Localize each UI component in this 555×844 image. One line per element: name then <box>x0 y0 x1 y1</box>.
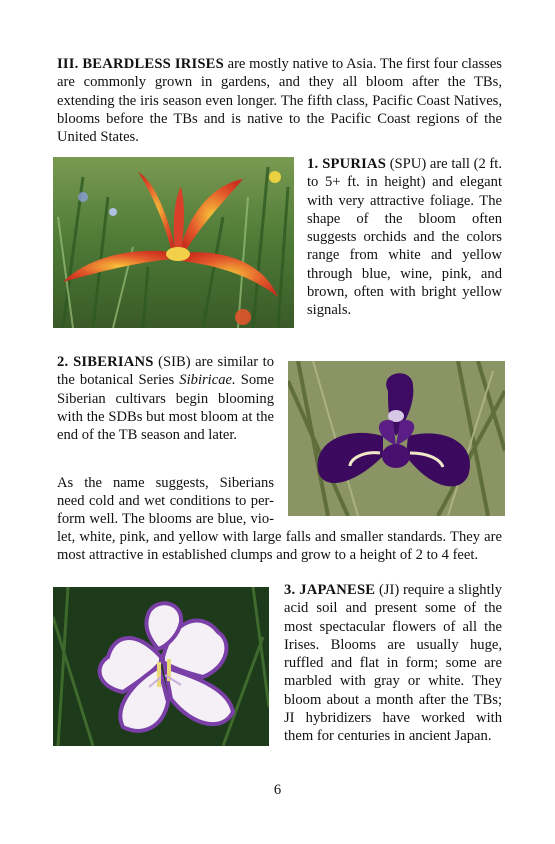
spurias-text: (SPU) are tall (2 ft. to 5+ ft. in height) and elegant with very attractive foliage. The shape of the bloom often suggests orchids and the colors range from white and yellow through blue, wine, pink, and brown, often with bright yellow signals. <box>307 156 502 319</box>
japanese-text: (JI) require a slightly acid soil and present some of the most spectacular flowers of all the Irises. Blooms are usually huge, ruffled and flat in form; some are marbled with gray or white. They bloom about a month after the TBs; JI hybridizers have worked with them for centuries in ancient Japan. <box>284 582 502 745</box>
intro-text: are mostly native to Asia. The first four classes are commonly grown in gardens, and they all bloom after the TBs, extending the iris season even longer. The fifth class, Pacific Coast Natives, blooms before the TBs and is native to the Pacific Coast regions of the United States. <box>57 56 502 146</box>
japanese-paragraph <box>284 581 502 746</box>
siberians-para2-line2: need cold and wet conditions to per- <box>57 493 274 509</box>
siberians-series-name: Sibiricae. <box>179 372 236 389</box>
spurias-heading: 1. SPURIAS <box>307 156 387 172</box>
siberians-heading: 2. SIBERIANS <box>57 354 154 370</box>
spurias-paragraph <box>307 155 502 320</box>
page-number: 6 <box>273 782 282 798</box>
intro-paragraph <box>57 55 502 146</box>
spuria-iris-photo <box>53 157 294 328</box>
siberians-para2-line3: form well. The blooms are blue, vio- <box>57 511 274 527</box>
siberians-text-after: Some Siberian cultivars begin blooming with the SDBs but most bloom at the end of the TB season and later. <box>57 372 274 444</box>
siberian-iris-photo <box>288 361 505 516</box>
siberians-paragraph <box>57 353 274 444</box>
japanese-heading: 3. JAPANESE <box>284 582 376 598</box>
intro-heading: III. BEARDLESS IRISES <box>57 56 224 72</box>
siberians-para2-rest: let, white, pink, and yellow with large falls and smaller standards. They are most attractive in established clumps and grow to a height of 2 to 4 feet. <box>57 529 502 564</box>
siberians-text-before: (SIB) are similar to the botanical Series <box>57 354 274 389</box>
siberians-para2-line1: As the name suggests, Siberians <box>57 475 274 491</box>
japanese-iris-photo <box>53 587 269 746</box>
